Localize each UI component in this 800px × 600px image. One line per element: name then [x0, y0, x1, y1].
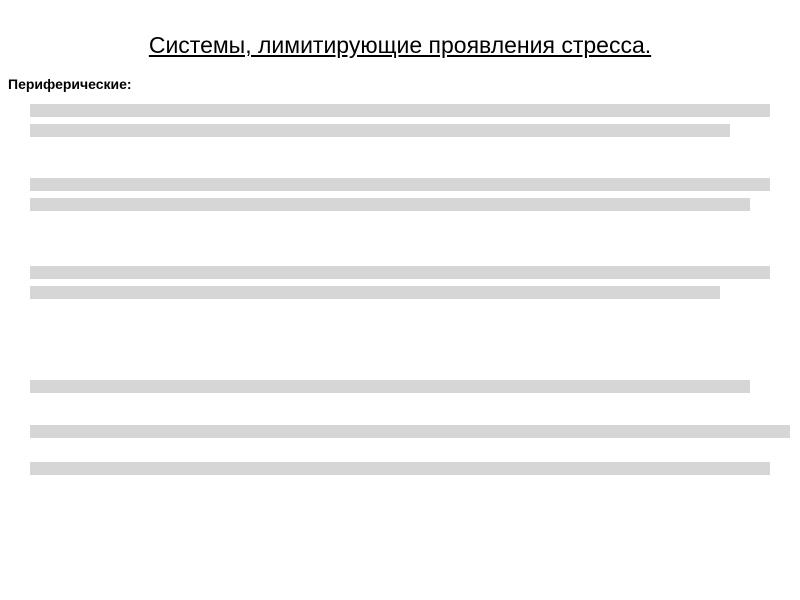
- text-placeholder: [30, 198, 750, 211]
- section-heading: Периферические:: [8, 76, 132, 92]
- text-placeholder: [30, 380, 750, 393]
- text-placeholder: [30, 425, 790, 438]
- text-placeholder: [30, 104, 770, 117]
- slide-title: Системы, лимитирующие проявления стресса.: [148, 32, 652, 58]
- text-placeholder: [30, 124, 730, 137]
- text-placeholder: [30, 286, 720, 299]
- text-placeholder: [30, 462, 770, 475]
- text-placeholder: [30, 178, 770, 191]
- text-placeholder: [30, 266, 770, 279]
